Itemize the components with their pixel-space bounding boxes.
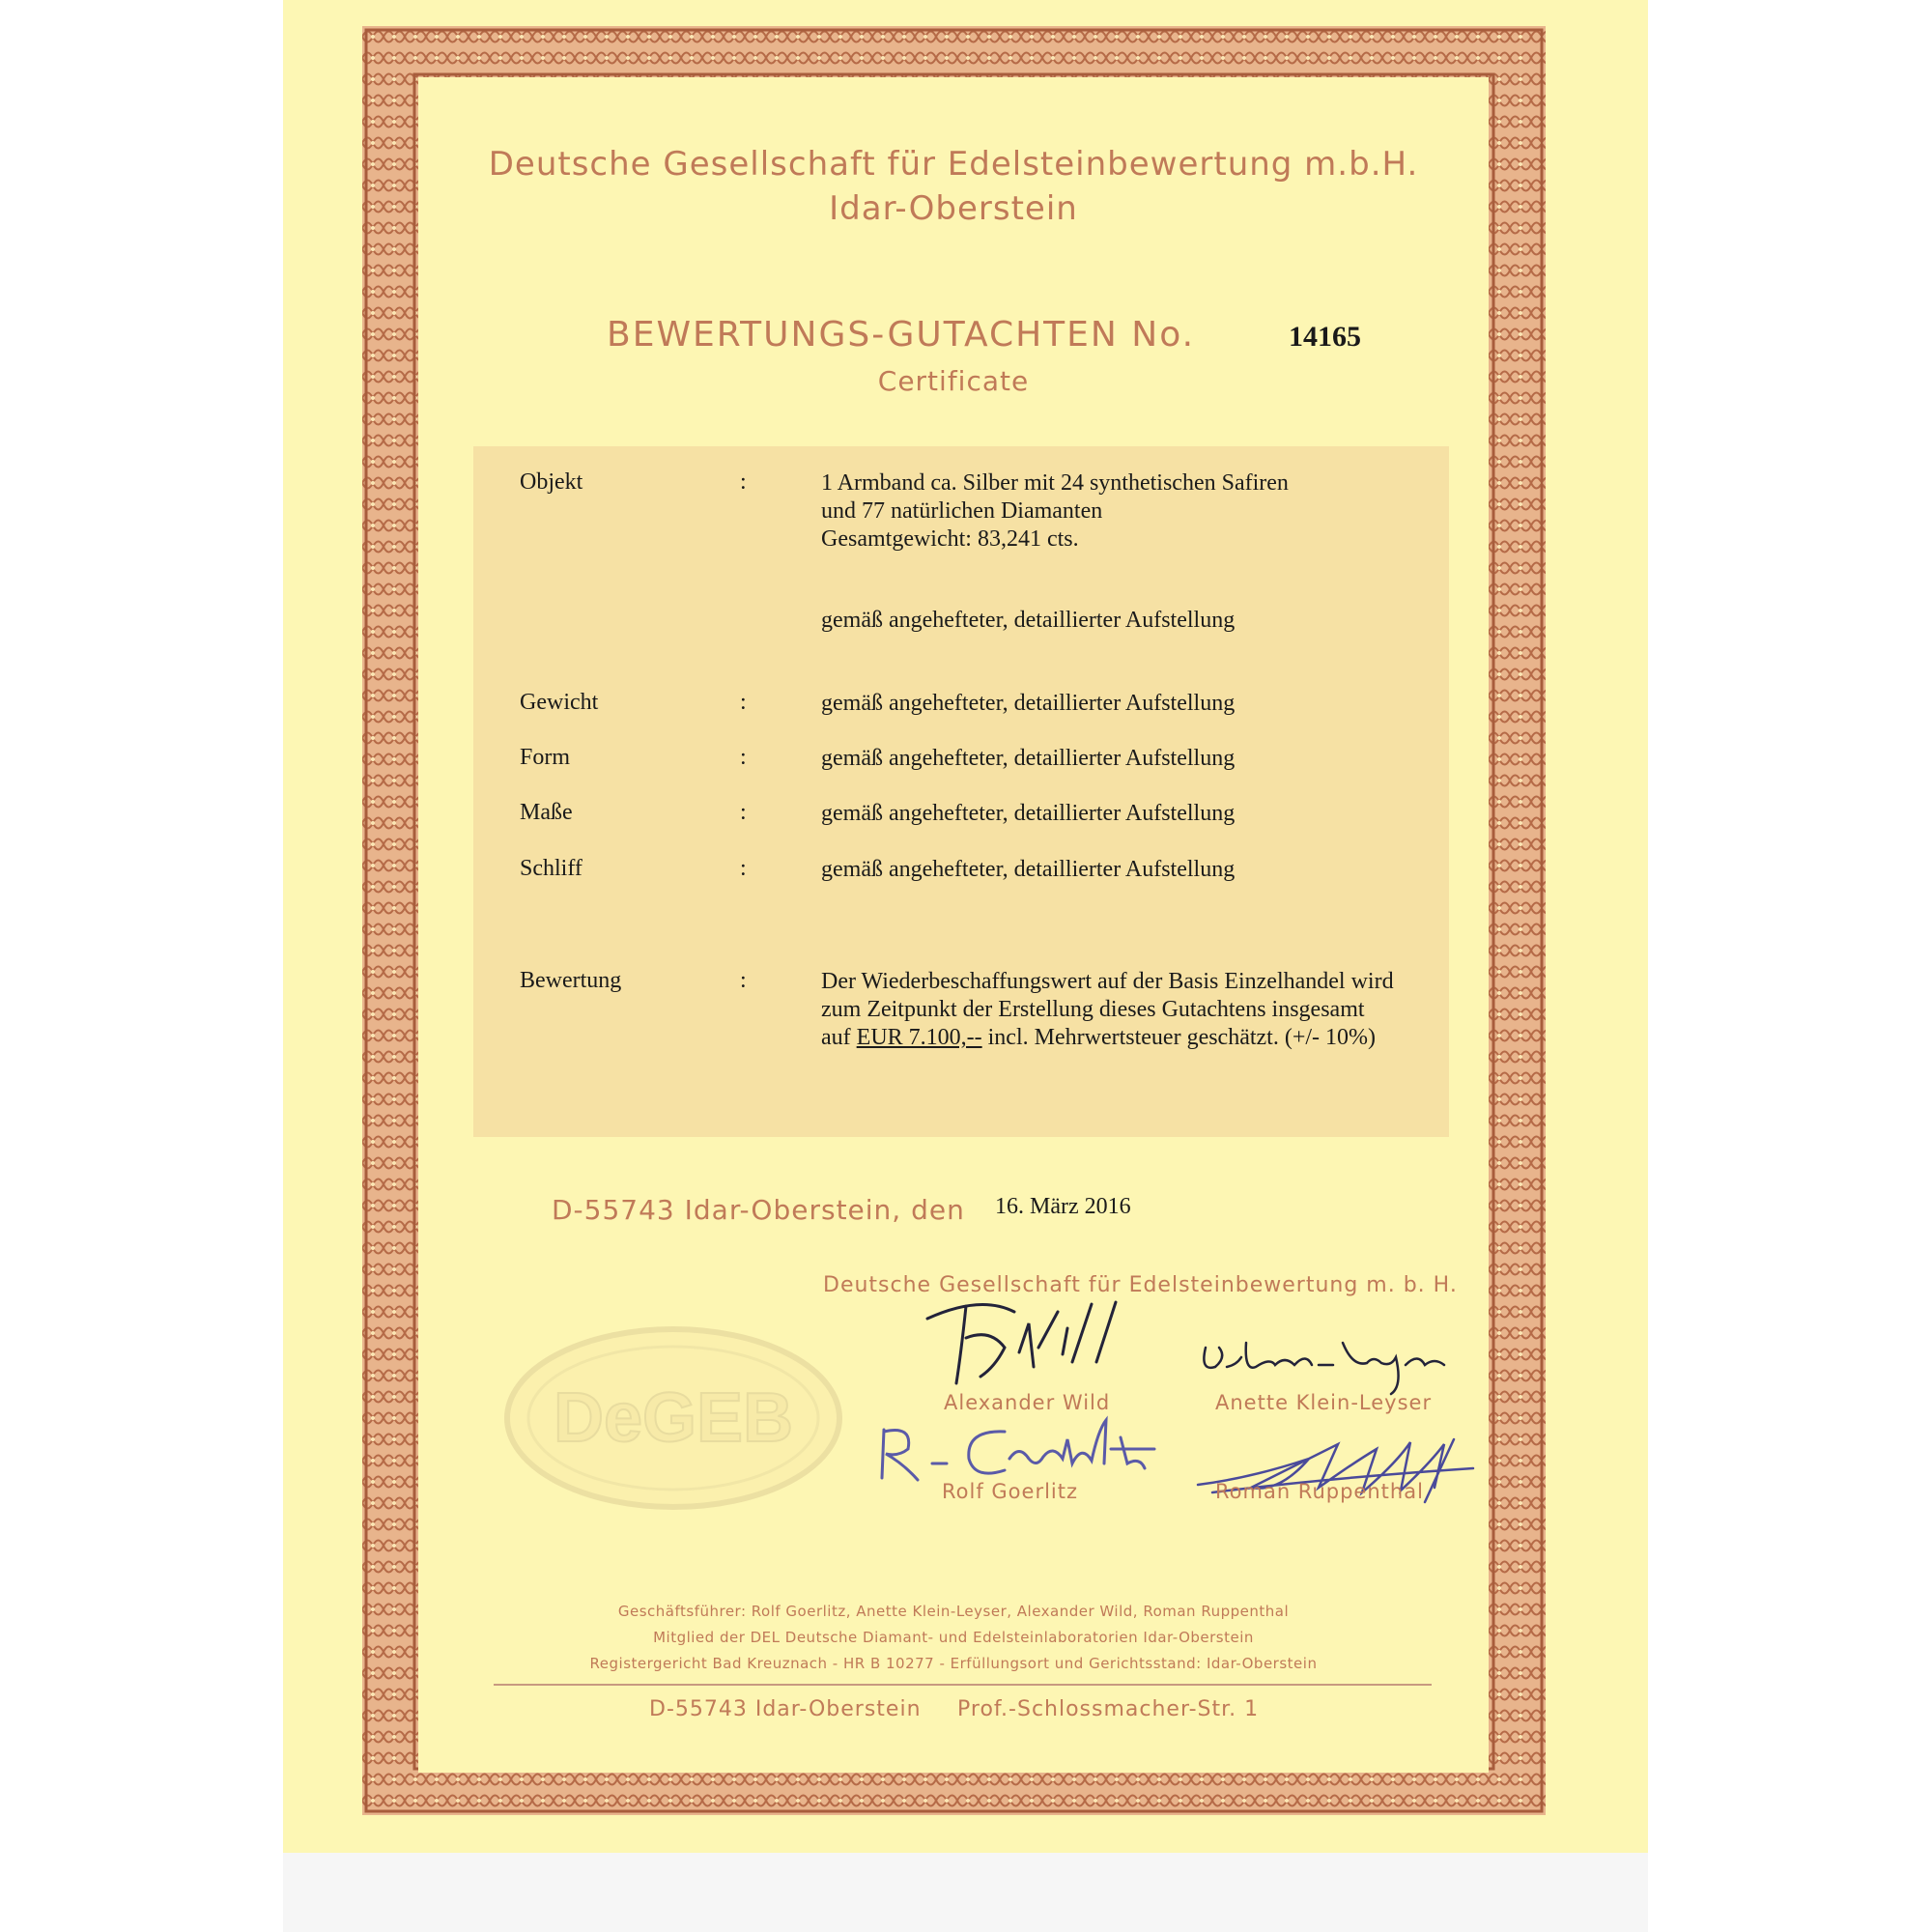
masse-value: gemäß angehefteter, detaillierter Aufstellung xyxy=(821,801,1236,826)
schliff-label: Schliff xyxy=(520,856,582,881)
footer-managers: Geschäftsführer: Rolf Goerlitz, Anette Klein-Leyser, Alexander Wild, Roman Ruppenthal xyxy=(617,1603,1290,1620)
embossed-seal xyxy=(499,1321,847,1515)
bewertung-line-3 xyxy=(821,1024,1376,1052)
objekt-colon: : xyxy=(740,469,747,495)
gewicht-label: Gewicht xyxy=(520,690,599,715)
signer-name-goerlitz: Rolf Goerlitz xyxy=(942,1480,1078,1503)
objekt-line-1: 1 Armband ca. Silber mit 24 synthetischen Safiren xyxy=(821,470,1289,496)
footer-divider xyxy=(494,1684,1432,1686)
footer-address-street: Prof.-Schlossmacher-Str. 1 xyxy=(957,1697,1260,1721)
bewertung-suffix: incl. Mehrwertsteuer geschätzt. (+/- 10%) xyxy=(987,1025,1377,1050)
bewertung-line-1: Der Wiederbeschaffungswert auf der Basis Einzelhandel wird xyxy=(821,969,1394,994)
document-number: 14165 xyxy=(1289,321,1361,353)
valuation-amount: EUR 7.100,-- xyxy=(856,1025,982,1050)
emboss-text: DeGEB xyxy=(553,1379,794,1457)
bewertung-line-2: zum Zeitpunkt der Erstellung dieses Gutachtens insgesamt xyxy=(821,997,1365,1022)
scan-margin xyxy=(283,1853,1648,1932)
signature-wild xyxy=(923,1294,1135,1391)
gewicht-colon: : xyxy=(740,690,747,715)
footer-register: Registergericht Bad Kreuznach - HR B 10277 - Erfüllungsort und Gerichtsstand: Idar-Oberstein xyxy=(589,1655,1318,1672)
form-label: Form xyxy=(520,745,571,770)
schliff-colon: : xyxy=(740,856,747,881)
signature-organization: Deutsche Gesellschaft für Edelsteinbewertung m. b. H. xyxy=(823,1273,1458,1297)
signer-name-wild: Alexander Wild xyxy=(944,1391,1111,1414)
bewertung-prefix: auf xyxy=(821,1025,851,1050)
place-label: D-55743 Idar-Oberstein, den xyxy=(552,1194,965,1226)
bewertung-label: Bewertung xyxy=(520,968,622,993)
signer-name-ruppenthal: Roman Ruppenthal xyxy=(1215,1480,1424,1503)
issue-date: 16. März 2016 xyxy=(995,1194,1131,1219)
objekt-note: gemäß angehefteter, detaillierter Aufstellung xyxy=(821,608,1236,633)
document-subtitle: Certificate xyxy=(877,365,1030,397)
organization-city: Idar-Oberstein xyxy=(829,189,1078,228)
signer-name-klein-leyser: Anette Klein-Leyser xyxy=(1215,1391,1433,1414)
form-value: gemäß angehefteter, detaillierter Aufstellung xyxy=(821,746,1236,771)
bewertung-colon: : xyxy=(740,968,747,993)
footer-membership: Mitglied der DEL Deutsche Diamant- und Edelsteinlaboratorien Idar-Oberstein xyxy=(653,1629,1254,1646)
masse-colon: : xyxy=(740,800,747,825)
document-title: BEWERTUNGS-GUTACHTEN No. xyxy=(607,315,1196,355)
schliff-value: gemäß angehefteter, detaillierter Aufstellung xyxy=(821,857,1236,882)
masse-label: Maße xyxy=(520,800,573,825)
gewicht-value: gemäß angehefteter, detaillierter Aufstellung xyxy=(821,691,1236,716)
footer-address-city: D-55743 Idar-Oberstein xyxy=(649,1697,922,1721)
objekt-line-3: Gesamtgewicht: 83,241 cts. xyxy=(821,526,1079,552)
objekt-label: Objekt xyxy=(520,469,583,495)
form-colon: : xyxy=(740,745,747,770)
objekt-line-2: und 77 natürlichen Diamanten xyxy=(821,498,1103,524)
signature-klein-leyser xyxy=(1198,1328,1459,1396)
organization-name: Deutsche Gesellschaft für Edelsteinbewertung m.b.H. xyxy=(488,145,1419,184)
